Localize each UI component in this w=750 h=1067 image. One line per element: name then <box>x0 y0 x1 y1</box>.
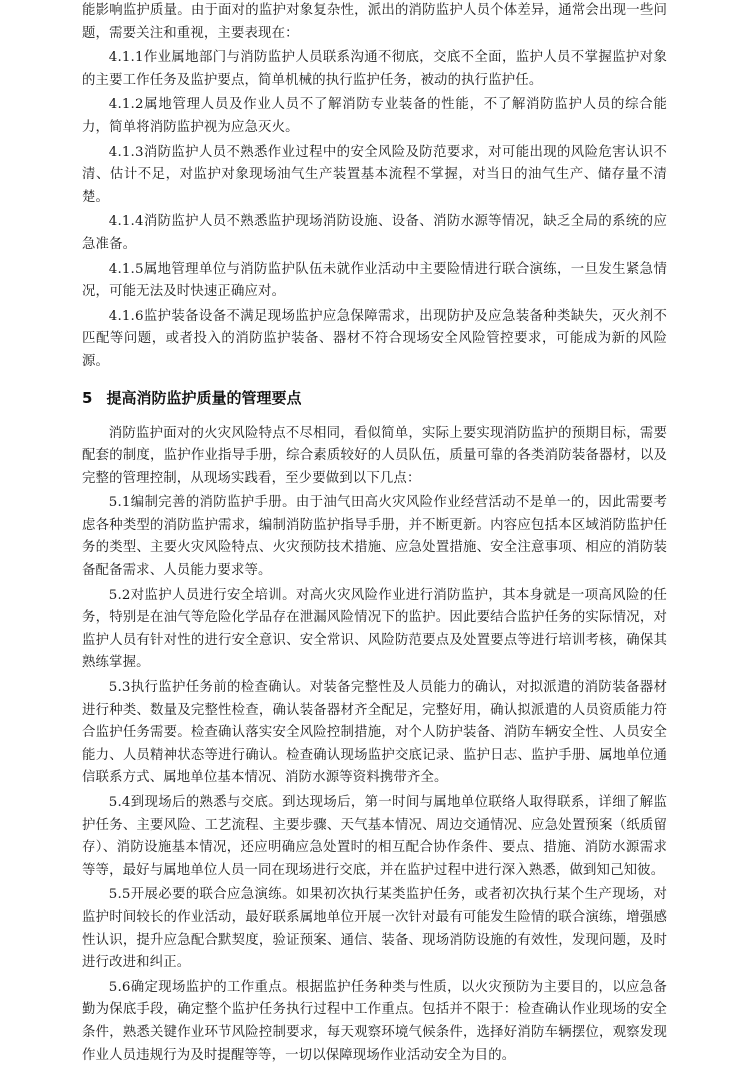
item-4-1-3: 4.1.3消防监护人员不熟悉作业过程中的安全风险及防范要求，对可能出现的风险危害认识不清、估计不足，对监护对象现场油气生产装置基本流程不掌握，对当日的油气生产、储存量不清楚。 <box>82 142 667 210</box>
item-4-1-2: 4.1.2属地管理人员及作业人员不了解消防专业装备的性能，不了解消防监护人员的综合能力，简单将消防监护视为应急灭火。 <box>82 94 667 139</box>
item-4-1-6: 4.1.6监护装备设备不满足现场监护应急保障需求，出现防护及应急装备种类缺失，灭火剂不匹配等问题，或者投入的消防监护装备、器材不符合现场安全风险管控要求，可能成为新的风险源。 <box>82 306 667 374</box>
section-title: 提高消防监护质量的管理要点 <box>106 389 301 407</box>
item-4-1-1: 4.1.1作业属地部门与消防监护人员联系沟通不彻底，交底不全面，监护人员不掌握监护对象的主要工作任务及监护要点，简单机械的执行监护任务，被动的执行监护任。 <box>82 47 667 92</box>
item-5-6: 5.6确定现场监护的工作重点。根据监护任务种类与性质，以火灾预防为主要目的，以应急备勤为保底手段，确定整个监护任务执行过程中工作重点。包括并不限于：检查确认作业现场的安全条件，熟悉关键作业环节风险控制要求，每天观察环境气候条件，选择好消防车辆摆位，观察发现作业人员违规行为及时提醒等等，一切以保障现场作业活动安全为目的。 <box>82 977 667 1067</box>
section-heading <box>82 387 667 409</box>
paragraph-continuation: 能影响监护质量。由于面对的监护对象复杂性，派出的消防监护人员个体差异，通常会出现一些问题，需要关注和重视，主要表现在： <box>82 0 667 45</box>
item-5-5: 5.5开展必要的联合应急演练。如果初次执行某类监护任务，或者初次执行某个生产现场，对监护时间较长的作业活动，最好联系属地单位开展一次针对最有可能发生险情的联合演练，增强感性认识，提升应急配合默契度，验证预案、通信、装备、现场消防设施的有效性，发现问题，及时进行改进和纠正。 <box>82 884 667 974</box>
section-4-1-content <box>82 0 667 374</box>
section-5-intro: 消防监护面对的火灾风险特点不尽相同，看似简单，实际上要实现消防监护的预期目标，需要配套的制度，监护作业指导手册，综合素质较好的人员队伍，质量可靠的各类消防装备器材，以及完整的管理控制，从现场实践看，至少要做到以下几点： <box>82 423 667 491</box>
document-page <box>82 0 667 1067</box>
item-5-1: 5.1编制完善的消防监护手册。由于油气田高火灾风险作业经营活动不是单一的，因此需要考虑各种类型的消防监护需求，编制消防监护指导手册，并不断更新。内容应包括本区域消防监护任务的类型、主要火灾风险特点、火灾预防技术措施、应急处置措施、安全注意事项、相应的消防装备配备需求、人员能力要求等。 <box>82 492 667 582</box>
item-4-1-5: 4.1.5属地管理单位与消防监护队伍未就作业活动中主要险情进行联合演练，一旦发生紧急情况，可能无法及时快速正确应对。 <box>82 259 667 304</box>
item-4-1-4: 4.1.4消防监护人员不熟悉监护现场消防设施、设备、消防水源等情况，缺乏全局的系统的应急准备。 <box>82 211 667 256</box>
item-5-4: 5.4到现场后的熟悉与交底。到达现场后，第一时间与属地单位联络人取得联系，详细了解监护任务、主要风险、工艺流程、主要步骤、天气基本情况、周边交通情况、应急处置预案（纸质留存）、消防设施基本情况，还应明确应急处置时的相互配合协作条件、要点、措施、消防水源需求等等，最好与属地单位人员一同在现场进行交底，并在监护过程中进行深入熟悉，做到知己知彼。 <box>82 792 667 882</box>
item-5-2: 5.2对监护人员进行安全培训。对高火灾风险作业进行消防监护，其本身就是一项高风险的任务，特别是在油气等危险化学品存在泄漏风险情况下的监护。因此要结合监护任务的实际情况，对监护人员有针对性的进行安全意识、安全常识、风险防范要点及处置要点等进行培训考核，确保其熟练掌握。 <box>82 585 667 675</box>
item-5-3: 5.3执行监护任务前的检查确认。对装备完整性及人员能力的确认，对拟派遣的消防装备器材进行种类、数量及完整性检查，确认装备器材齐全配足，完整好用，确认拟派遣的人员资质能力符合监护任务需要。检查确认落实安全风险控制措施，对个人防护装备、消防车辆安全性、人员安全能力、人员精神状态等进行确认。检查确认现场监护交底记录、监护日志、监护手册、属地单位通信联系方式、属地单位基本情况、消防水源等资料携带齐全。 <box>82 677 667 790</box>
section-number: 5 <box>82 387 92 409</box>
section-5-content <box>82 423 667 1067</box>
